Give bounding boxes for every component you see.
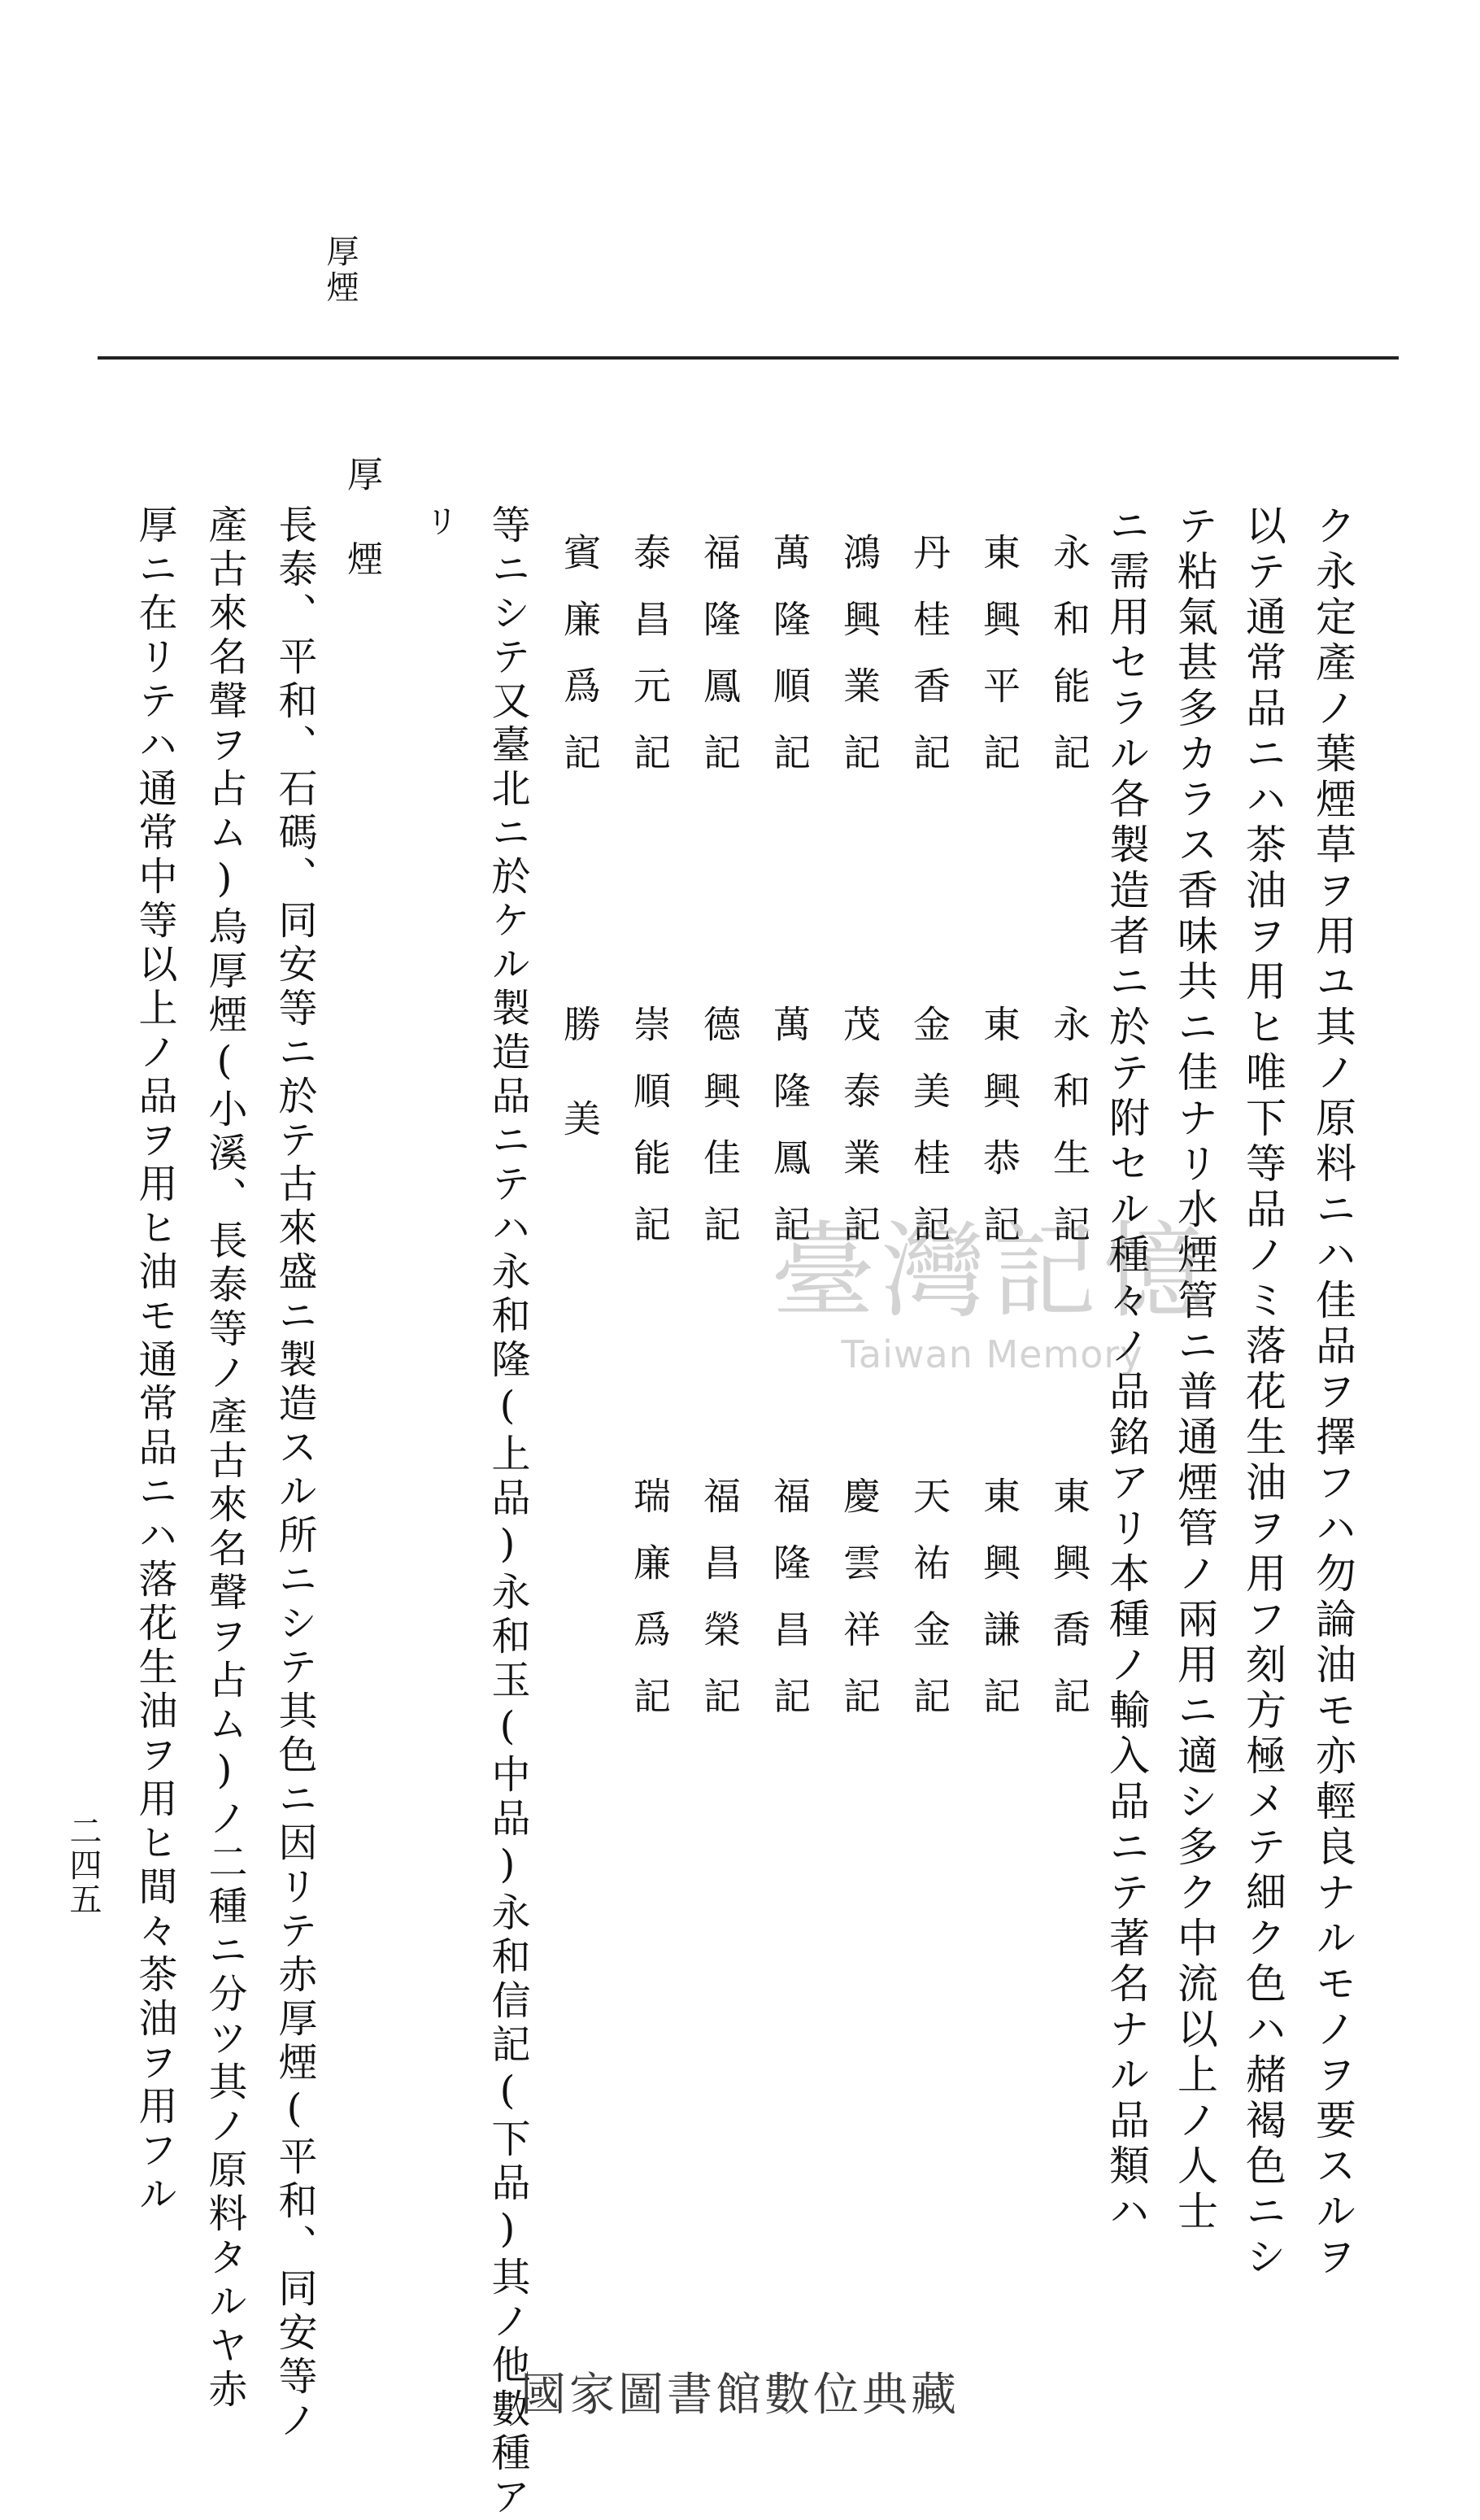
brand-entry: 鴻興業記: [838, 533, 881, 800]
brand-entry: 福昌榮記: [698, 1476, 742, 1743]
section-column-2: 產古來名聲ヲ占ム)烏厚煙(小溪、長泰等ノ產古來名聲ヲ占ム)ノ二種ニ分ツ其ノ原料タルヤ赤: [202, 504, 247, 2413]
section-column-3: 厚ニ在リテハ通常中等以上ノ品ヲ用ヒ油モ通常品ニハ落花生油ヲ用ヒ間々茶油ヲ用フル: [132, 504, 177, 2217]
header-rule: [98, 356, 1399, 360]
section-column-1: 長泰、平和、石碼、同安等ニ於テ古來盛ニ製造スル所ニシテ其色ニ因リテ赤厚煙(平和、同安等ノ: [272, 504, 317, 2444]
brand-entry: 德興佳記: [698, 1005, 742, 1271]
brand-entry: 永和能記: [1047, 533, 1091, 800]
taipei-column: 等ニシテ又臺北ニ於ケル製造品ニテハ永和隆(上品)永和玉(中品)永和信記(下品)其ノ他數種ア: [485, 504, 530, 2520]
watermark-subtext: Taiwan Memory: [841, 1332, 1143, 1376]
page-number: 二四五: [64, 1814, 102, 1916]
brand-entry: 泰昌元記: [628, 533, 672, 800]
body-column-3: テ粘氣甚多カラス香味共ニ佳ナリ水煙管ニ普通煙管ノ兩用ニ適シ多ク中流以上ノ人士: [1171, 504, 1218, 2235]
brand-entry: 慶雲祥記: [838, 1476, 881, 1743]
footer-collection-credit: 國家圖書館數位典藏: [520, 2369, 960, 2422]
brand-entry: 萬隆順記: [768, 533, 812, 800]
brand-entry: 勝美: [558, 1005, 602, 1193]
brand-entry: 東興恭記: [977, 1005, 1021, 1271]
body-column-2: 以テ通常品ニハ茶油ヲ用ヒ唯下等品ノミ落花生油ヲ用フ刻方極メテ細ク色ハ赭褐色ニシ: [1239, 504, 1286, 2281]
brand-entry: 金美桂記: [908, 1005, 951, 1271]
brand-entry: 茂泰業記: [838, 1005, 881, 1271]
brand-entry: 永和生記: [1047, 1005, 1091, 1271]
watermark-text: 臺灣記憶: [770, 1211, 1213, 1332]
running-title: 厚煙: [321, 234, 359, 306]
continuation-char: リ: [420, 504, 458, 537]
body-column-1: ク永定產ノ葉煙草ヲ用ユ其ノ原料ニハ佳品ヲ擇フハ勿論油モ亦輕良ナルモノヲ要スルヲ: [1309, 504, 1356, 2281]
brand-entry: 天祐金記: [908, 1476, 951, 1743]
brand-entry: 丹桂香記: [908, 533, 951, 800]
taiwan-memory-watermark: [732, 1211, 1252, 1399]
brand-entry: 賓廉爲記: [558, 533, 602, 800]
brand-entry: 崇順能記: [628, 1005, 672, 1271]
brand-entry: 萬隆鳳記: [768, 1005, 812, 1271]
brand-entry: 福隆昌記: [768, 1476, 812, 1743]
brand-entry: 東興平記: [977, 533, 1021, 800]
brand-entry: 福隆鳳記: [698, 533, 742, 800]
brand-entry: 瑞廉爲記: [628, 1476, 672, 1743]
brand-entry: 東興謙記: [977, 1476, 1021, 1743]
body-column-4: ニ需用セラル各製造者ニ於テ附セル種々ノ品銘アリ本種ノ輸入品ニテ著名ナル品類ハ: [1103, 504, 1150, 2235]
brand-entry: 東興喬記: [1047, 1476, 1091, 1743]
section-title: 厚煙: [341, 456, 382, 625]
